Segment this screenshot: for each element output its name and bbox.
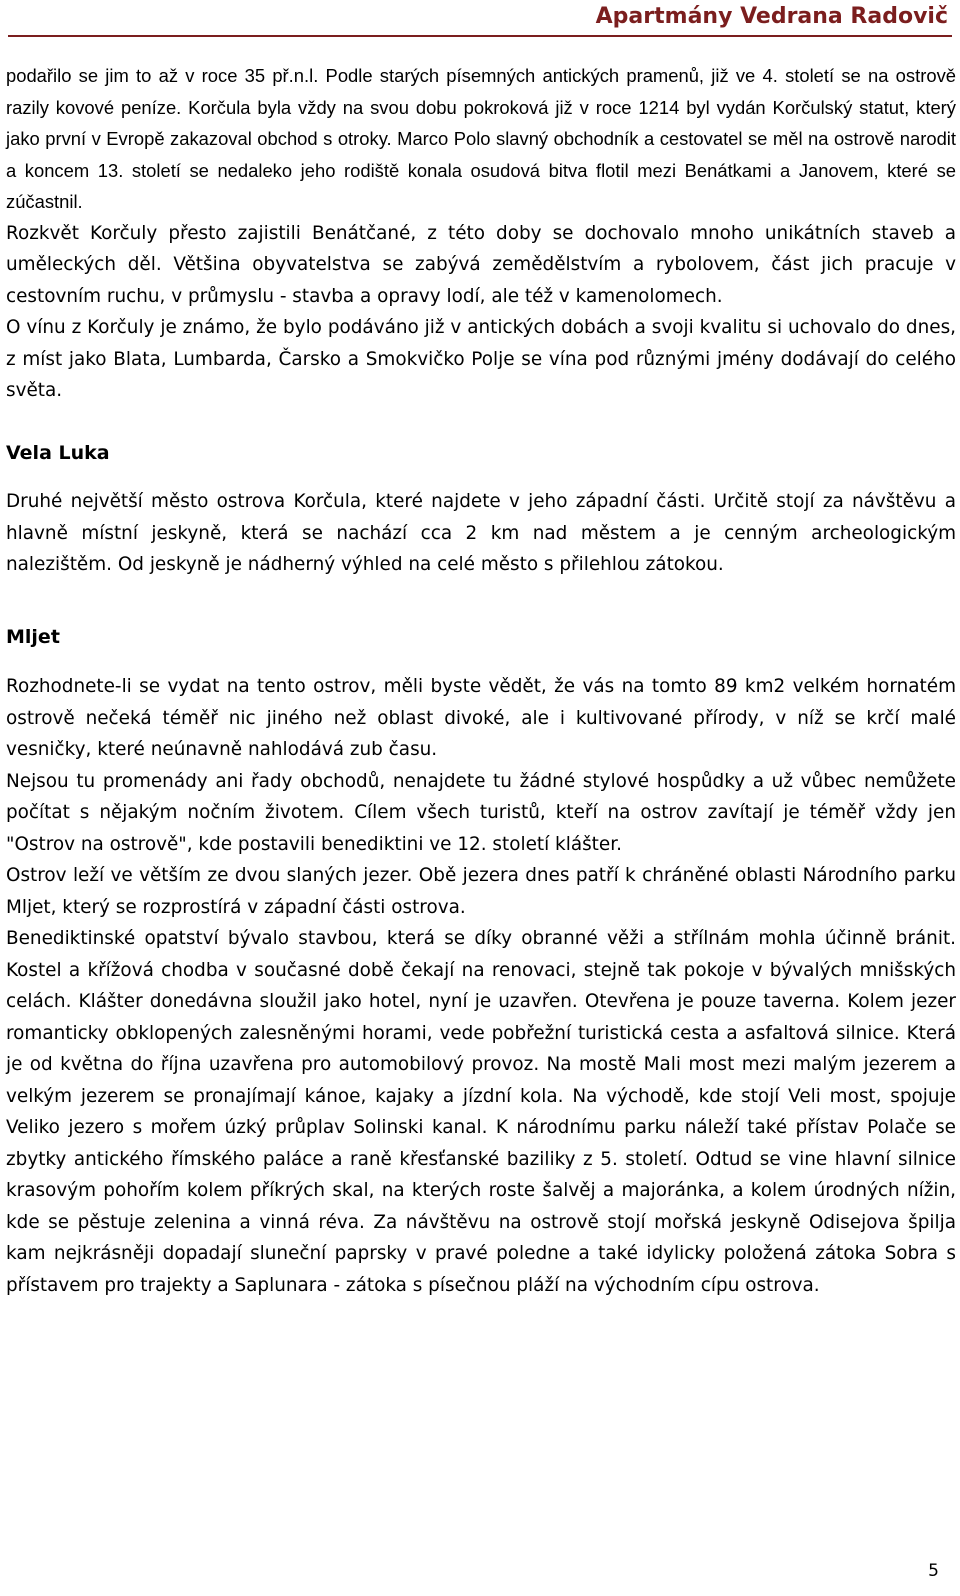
- heading-vela-luka: Vela Luka: [6, 441, 110, 464]
- paragraph-korcula-wine: O vínu z Korčuly je známo, že bylo podáváno již v antických dobách a svoji kvalitu si uchovalo do dnes, z míst jako Blata, Lumbarda, Čarsko a Smokvičko Polje se vína pod různými jmény dodávají do celého světa.: [6, 317, 956, 401]
- paragraph-mljet-nightlife: Nejsou tu promenády ani řady obchodů, nenajdete tu žádné stylové hospůdky a už vůbec nemůžete počítat s nějakým nočním životem. Cílem všech turistů, kteří na ostrov zavítají je téměř vždy jen "Ostrov na ostrově", kde postavili benediktini ve 12. století klášter.: [6, 770, 956, 855]
- paragraph-korcula-history: podařilo se jim to až v roce 35 př.n.l. Podle starých písemných antických pramenů, již ve 4. století se na ostrově razily kovové peníze. Korčula byla vždy na svou dobu pokroková již v roce 1214 byl vydán Korčulský statut, který jako první v Evropě zakazoval obchod s otroky. Marco Polo slavný obchodník a cestovatel se měl na ostrově narodit a koncem 13. století se nedaleko jeho rodiště konala osudová bitva flotil mezi Benátkami a Janovem, které se zúčastnil.: [6, 65, 956, 212]
- document-body: [6, 60, 956, 1301]
- page-header: [0, 0, 960, 40]
- header-divider: [8, 35, 952, 37]
- paragraph-mljet-lakes: Ostrov leží ve větším ze dvou slaných jezer. Obě jezera dnes patří k chráněné oblasti Národního parku Mljet, který se rozprostírá v západní části ostrova.: [6, 865, 956, 918]
- header-title: Apartmány Vedrana Radovič: [595, 4, 948, 29]
- paragraph-vela-luka: Druhé největší město ostrova Korčula, které najdete v jeho západní části. Určitě stojí za návštěvu a hlavně místní jeskyně, která se nachází cca 2 km nad městem a je cenným archeologickým nalezištěm. Od jeskyně je nádherný výhled na celé město s přilehlou zátokou.: [6, 491, 956, 575]
- page-number: 5: [928, 1561, 939, 1581]
- paragraph-mljet-intro: Rozhodnete-li se vydat na tento ostrov, měli byste vědět, že vás na tomto 89 km2 velkém hornatém ostrově nečeká téměř nic jiného než oblast divoké, ale i kultivované přírody, v níž se krčí malé vesničky, které neúnavně nahlodává zub času.: [6, 676, 956, 760]
- paragraph-korcula-venetians: Rozkvět Korčuly přesto zajistili Benátčané, z této doby se dochovalo mnoho unikátních staveb a uměleckých děl. Většina obyvatelstva se zabývá zemědělstvím a rybolovem, část jich pracuje v cestovním ruchu, v průmyslu - stavba a opravy lodí, ale též v kamenolomech.: [6, 222, 956, 307]
- heading-mljet: Mljet: [6, 625, 60, 648]
- paragraph-mljet-abbey: Benediktinské opatství bývalo stavbou, která se díky obranné věži a střílnám mohla účinně bránit. Kostel a křížová chodba v současné době čekají na renovaci, stejně tak pokoje v bývalých mnišských celách. Klášter donedávna sloužil jako hotel, nyní je uzavřen. Otevřena je pouze taverna. Kolem jezer romanticky obklopených zalesněnými horami, vede pobřežní turistická cesta a asfaltová silnice. Která je od května do října uzavřena pro automobilový provoz. Na mostě Mali most mezi malým jezerem a velkým jezerem se pronajímají kánoe, kajaky a jízdní kola. Na východě, kde stojí Veli most, spojuje Veliko jezero s mořem úzký průplav Solinski kanal. K národnímu parku náleží také přístav Polače se zbytky antického římského paláce a raně křesťanské baziliky z 5. století. Odtud se vine hlavní silnice krasovým pohořím kolem příkrých skal, na kterých roste šalvěj a majoránka, a kolem úrodných nížin, kde se pěstuje zelenina a vinná réva. Za návštěvu na ostrově stojí mořská jeskyně Odisejova špilja kam nejkrásněji dopadají sluneční paprsky v pravé poledne a také idylicky položená zátoka Sobra s přístavem pro trajekty a Saplunara - zátoka s písečnou pláží na východním cípu ostrova.: [6, 928, 956, 1296]
